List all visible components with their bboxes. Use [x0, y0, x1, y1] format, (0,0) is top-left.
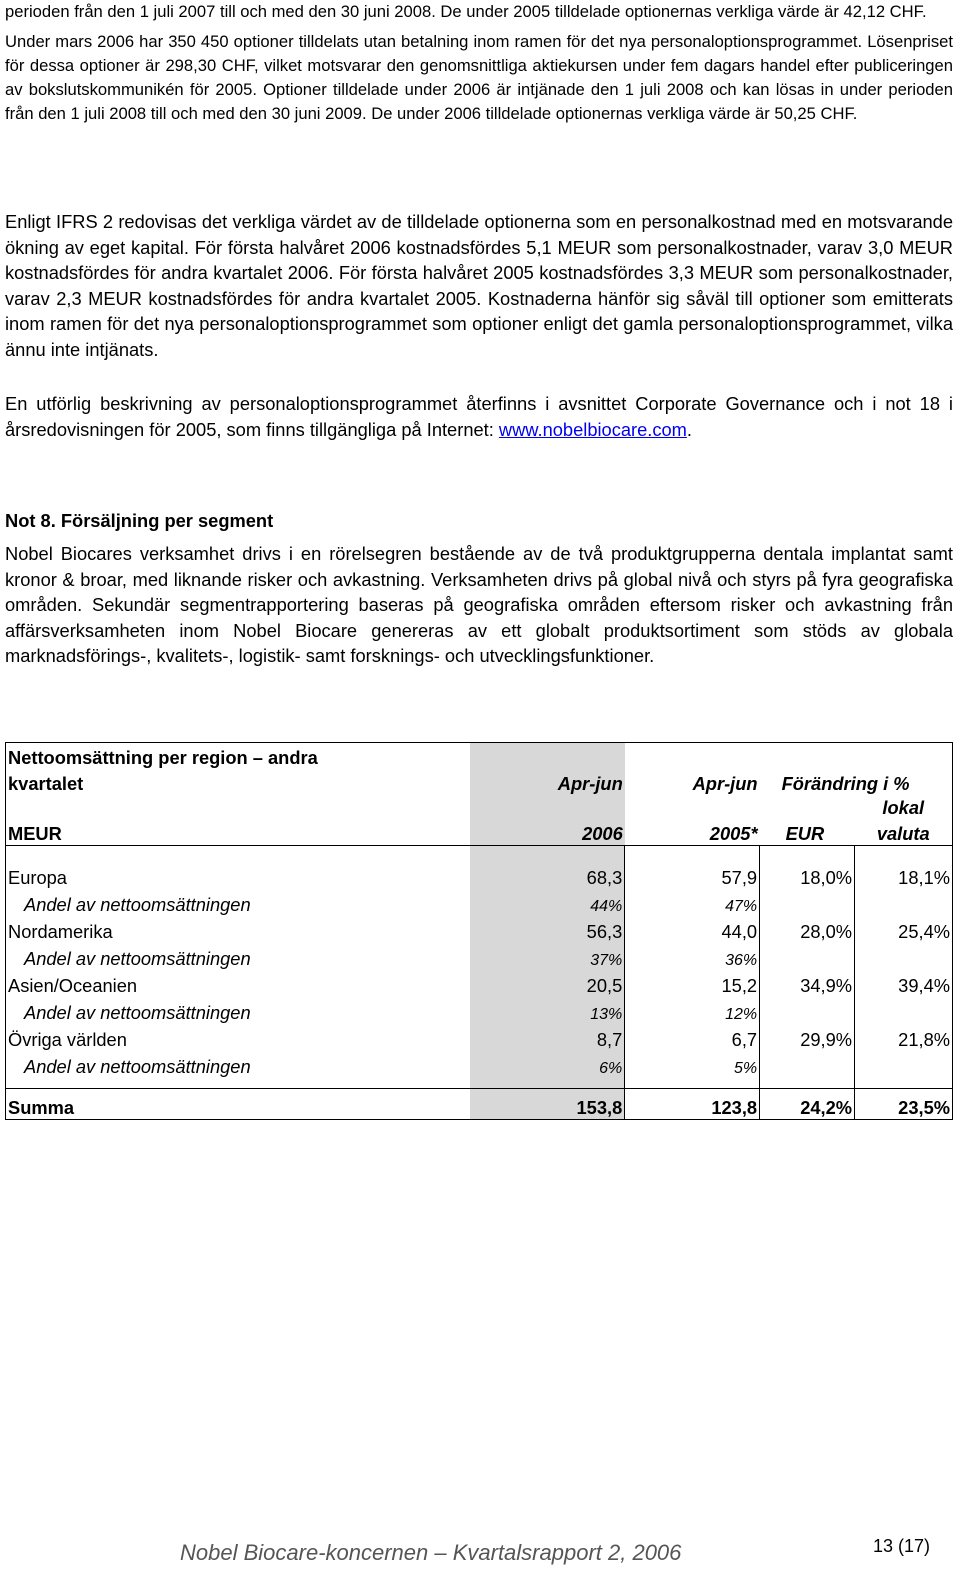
- change-local-line1: lokal: [855, 795, 953, 819]
- table-row-share: Andel av nettoomsättningen 13% 12%: [6, 997, 953, 1024]
- change-header: Förändring i %: [760, 769, 953, 795]
- col-2005-label: Apr-jun: [692, 773, 758, 794]
- table-row: Europa 68,3 57,9 18,0% 18,1%: [6, 862, 953, 889]
- table-title-line1: Nettoomsättning per region – andra: [6, 743, 470, 770]
- col-2006-year: 2006: [470, 819, 625, 846]
- table-unit: MEUR: [6, 819, 470, 846]
- table-row-share: Andel av nettoomsättningen 37% 36%: [6, 943, 953, 970]
- intro-section: [5, 0, 953, 126]
- segment-paragraph: Nobel Biocares verksamhet drivs i en rörelsegren bestående av de två produktgrupperna dentala implantat samt kronor & broar, med liknande risker och avkastning. Verksamheten drivs på global nivå och styrs på fyra geografiska områden. Sekundär segmentrapportering baseras på geografiska områden eftersom risker och avkastning från affärsverksamheten inom Nobel Biocare genereras av ett globalt produktsortiment som stöds av globala marknadsförings-, kvalitets-, logistik- samt forsknings- och utvecklingsfunktioner.: [5, 543, 953, 667]
- table-header-row-1: [6, 743, 953, 770]
- table-header-row-4: [6, 819, 953, 846]
- change-eur-label: EUR: [760, 819, 855, 846]
- table-row-share: Andel av nettoomsättningen 44% 47%: [6, 889, 953, 916]
- table-title-line2: kvartalet: [6, 769, 470, 795]
- col-2005-year: 2005*: [625, 819, 760, 846]
- revenue-by-region-table: [5, 742, 953, 1120]
- table-row-share: Andel av nettoomsättningen 6% 5%: [6, 1051, 953, 1078]
- governance-period: .: [686, 418, 692, 440]
- note-heading: Not 8. Försäljning per segment: [5, 510, 274, 531]
- table-header-row-3: [6, 795, 953, 819]
- page-footer: Nobel Biocare-koncernen – Kvartalsrapport 2, 2006: [180, 1540, 682, 1565]
- page-number: 13 (17): [872, 1536, 930, 1556]
- table-row: Asien/Oceanien 20,5 15,2 34,9% 39,4%: [6, 970, 953, 997]
- intro-paragraph-2: Under mars 2006 har 350 450 optioner tilldelats utan betalning inom ramen för det nya personaloptionsprogrammet. Lösenpriset för dessa optioner är 298,30 CHF, vilket motsvarar den genomsnittliga aktiekursen under fem dagars handel efter publiceringen av bokslutskommunikén för 2005. Optioner tilldelade under 2006 är intjänade den 1 juli 2008 och kan lösas in under perioden från den 1 juli 2008 till och med den 30 juni 2009. De under 2006 tilldelade optionernas verkliga värde är 50,25 CHF.: [5, 32, 953, 123]
- nobelbiocare-link[interactable]: www.nobelbiocare.com: [498, 418, 687, 440]
- governance-paragraph: [5, 391, 953, 442]
- table-total-row: Summa 153,8 123,8 24,2% 23,5%: [6, 1089, 953, 1120]
- col-2006-label: Apr-jun: [470, 769, 625, 795]
- change-local-line2: valuta: [855, 819, 953, 846]
- table-row: Övriga världen 8,7 6,7 29,9% 21,8%: [6, 1024, 953, 1051]
- intro-paragraph-1: perioden från den 1 juli 2007 till och med den 30 juni 2008. De under 2005 tilldelade optionernas verkliga värde är 42,12 CHF.: [5, 2, 927, 21]
- table-row: Nordamerika 56,3 44,0 28,0% 25,4%: [6, 916, 953, 943]
- table-header-row-2: [6, 769, 953, 795]
- governance-text: En utförlig beskrivning av personaloptionsprogrammet återfinns i avsnittet Corporate Governance och i not 18 i årsredovisningen för 2005, som finns tillgängliga på Internet:: [5, 393, 953, 440]
- ifrs-paragraph: Enligt IFRS 2 redovisas det verkliga värdet av de tilldelade optionerna som en personalkostnad med en motsvarande ökning av eget kapital. För första halvåret 2006 kostnadsfördes 5,1 MEUR som personalkostnader, varav 3,0 MEUR kostnadsfördes för andra kvartalet 2006. För första halvåret 2005 kostnadsfördes 3,3 MEUR som personalkostnader, varav 2,3 MEUR kostnadsfördes för andra kvartalet 2005. Kostnaderna hänför sig såväl till optioner som emitterats inom ramen för det nya personaloptionsprogrammet som optioner enligt det gamla personaloptionsprogrammet, vilka ännu inte intjänats.: [5, 211, 953, 360]
